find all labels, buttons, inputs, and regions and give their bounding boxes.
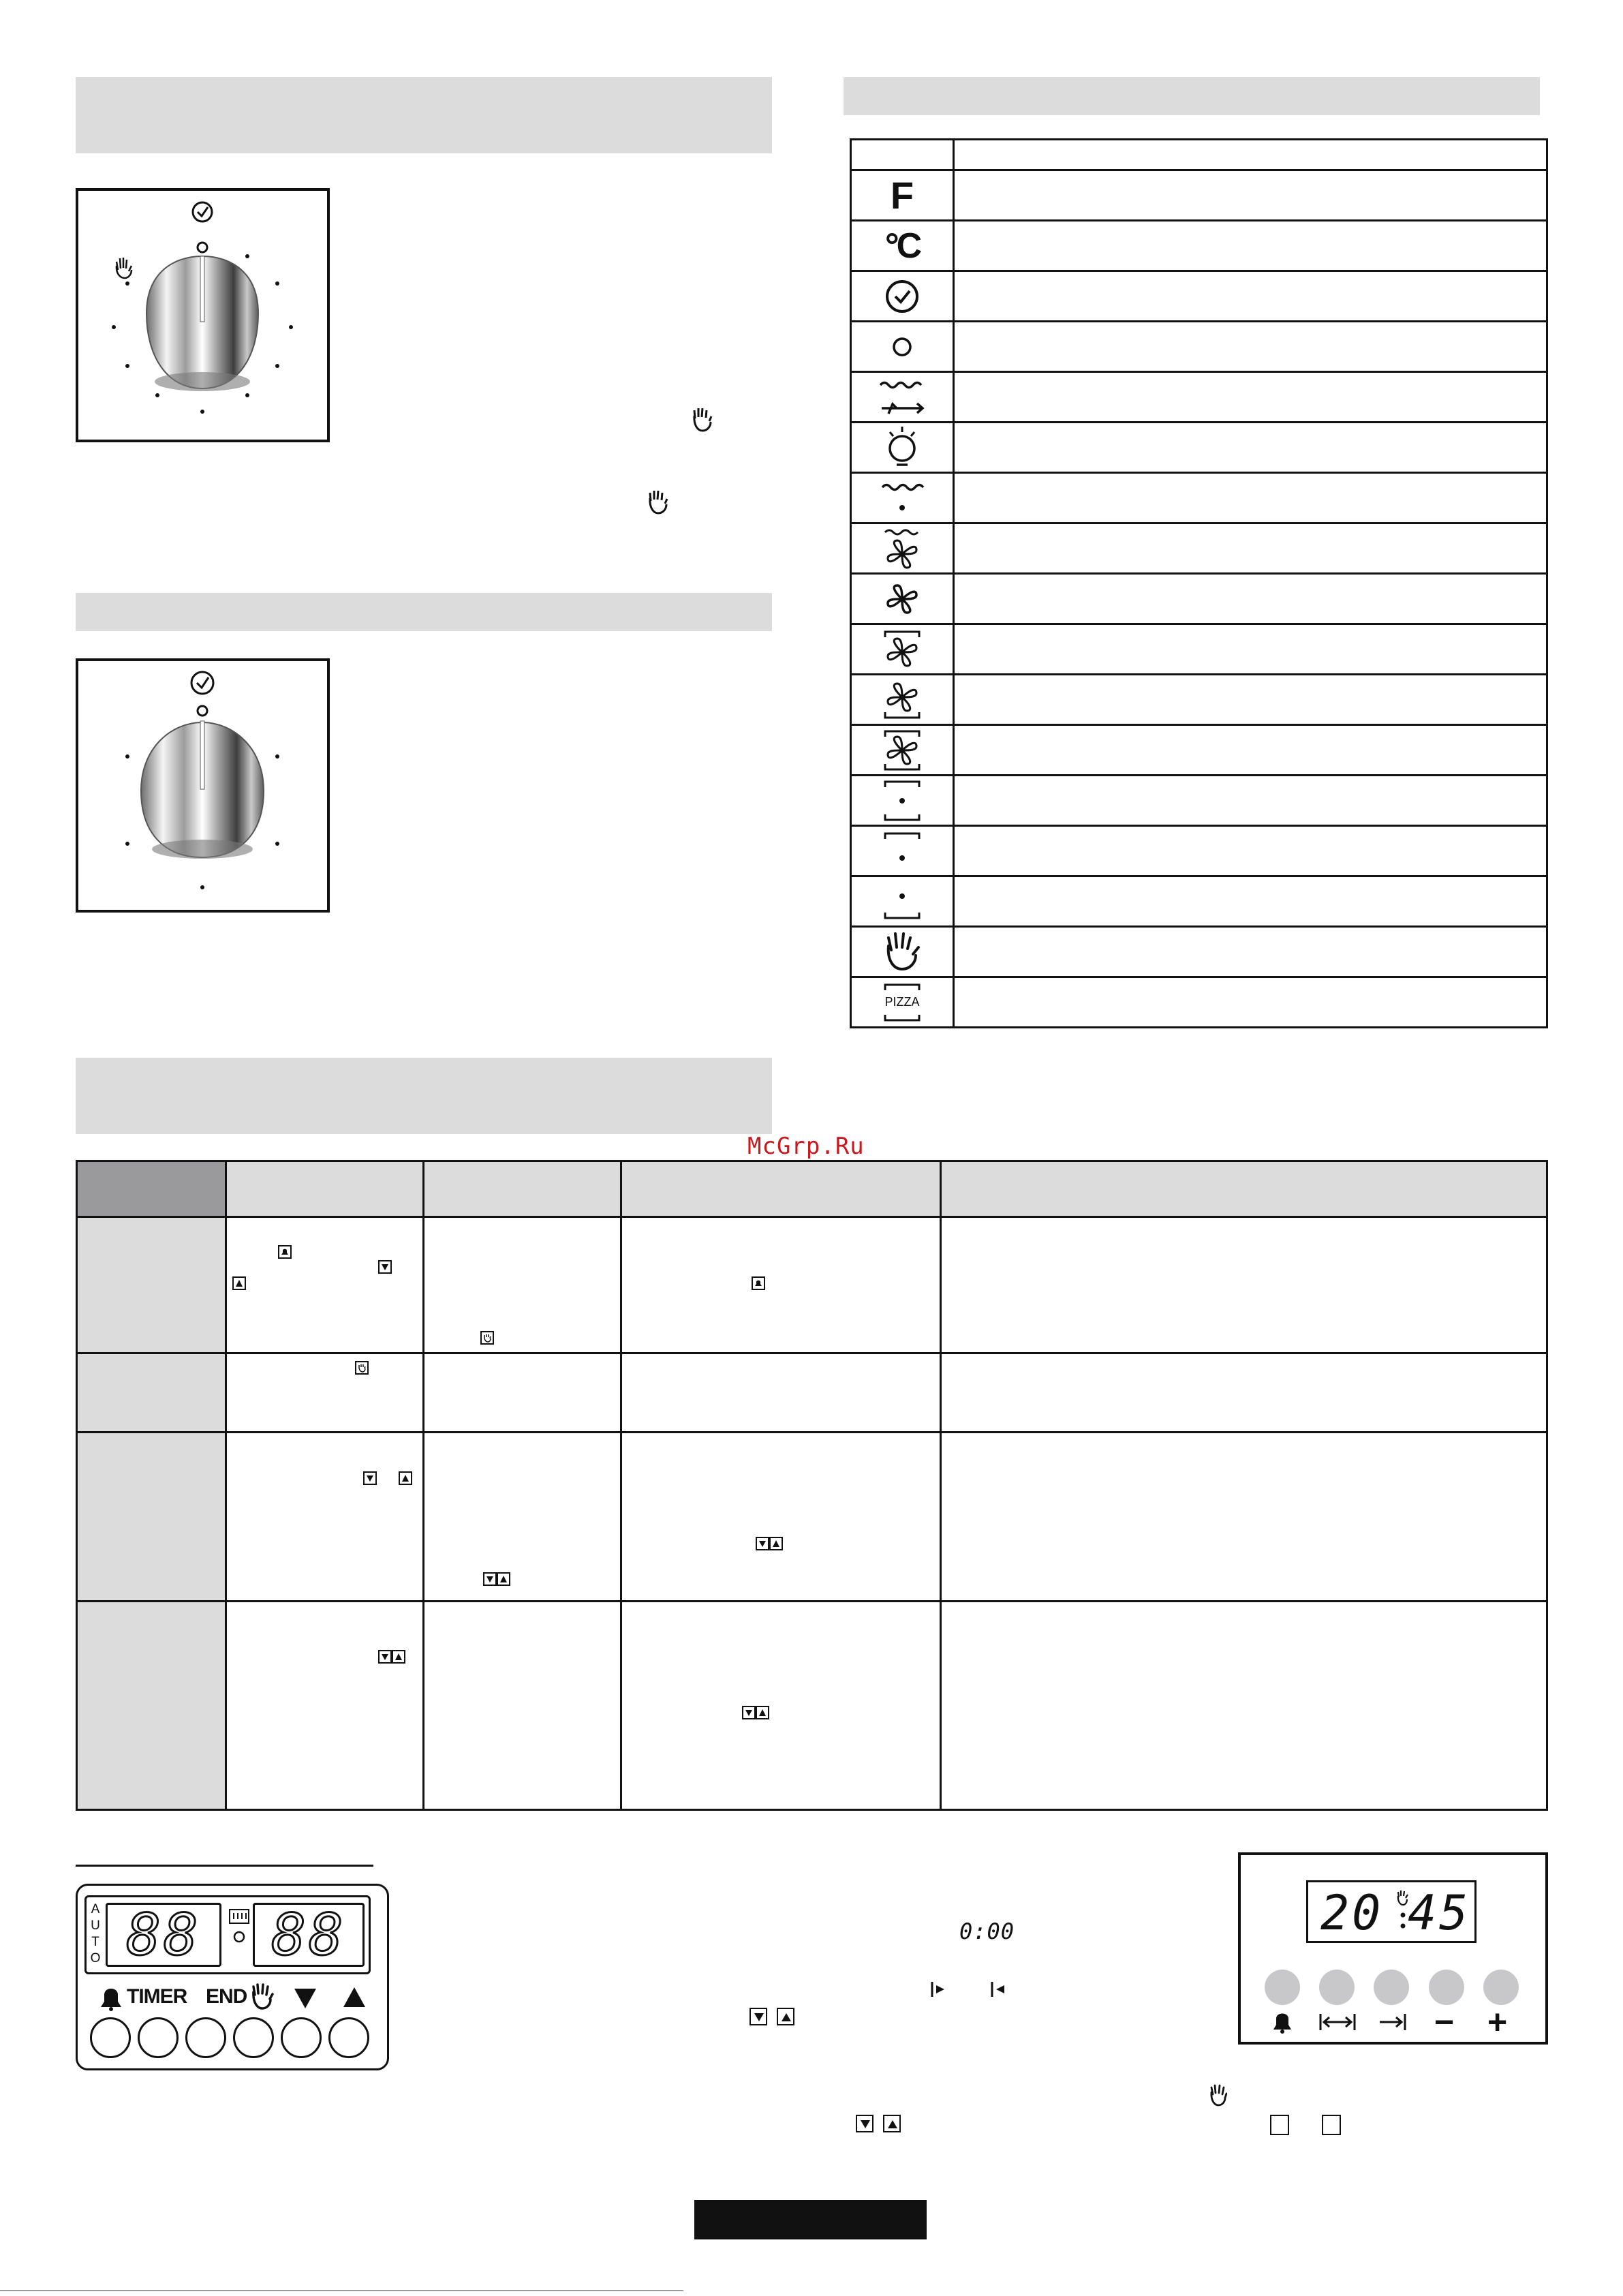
clock-hours: 20 <box>1320 1885 1384 1941</box>
down-button-icon <box>363 1471 377 1485</box>
end-button[interactable] <box>185 2017 226 2058</box>
section-header-band-2 <box>76 593 772 631</box>
oven-light-dot-icon <box>888 333 916 361</box>
symbol-row <box>851 322 1547 372</box>
down-button-icon <box>378 1260 392 1274</box>
symbol-row <box>851 271 1547 322</box>
modes-table-row <box>77 1433 1547 1602</box>
duration-button[interactable] <box>1319 1970 1355 2005</box>
top-heat-icon <box>878 829 926 873</box>
hand-button-icon <box>480 1331 494 1345</box>
oven-cooking-icon <box>227 1907 251 1950</box>
up-button-icon <box>777 2008 794 2025</box>
bottom-heat-icon <box>878 880 926 923</box>
bell-button-icon <box>752 1276 765 1290</box>
electronic-timer-panel <box>76 1884 389 2070</box>
up-triangle-icon <box>342 1985 367 2008</box>
bottom-rule <box>0 2290 683 2291</box>
symbol-row <box>851 624 1547 675</box>
symbol-row <box>851 927 1547 977</box>
digital-clock-panel <box>1238 1852 1548 2045</box>
top-grill-with-spit-icon <box>875 376 929 419</box>
pizza-mode-icon: PIZZA <box>878 982 926 1023</box>
plus-icon: + <box>1487 2003 1508 2041</box>
modes-table-row <box>77 1353 1547 1433</box>
modes-table <box>76 1160 1548 1811</box>
symbol-row <box>851 574 1547 624</box>
plus-button[interactable] <box>1483 1970 1519 2005</box>
symbol-row <box>851 776 1547 826</box>
up-button-icon <box>769 1537 783 1550</box>
symbol-row <box>851 170 1547 221</box>
manual-hand-icon <box>1208 2084 1227 2107</box>
watermark: McGrp.Ru <box>747 1133 865 1160</box>
bell-icon <box>1272 2010 1293 2034</box>
bell-icon <box>99 1985 123 2011</box>
auto-indicator: A U T O <box>90 1902 101 1965</box>
up-button-icon <box>399 1471 412 1485</box>
top-grill-icon <box>878 479 926 517</box>
modes-table-row <box>77 1602 1547 1810</box>
bell-button[interactable] <box>90 2017 131 2058</box>
hand-icon <box>1395 1889 1409 1907</box>
manual-hand-icon <box>690 406 714 433</box>
up-button[interactable] <box>328 2017 369 2058</box>
clock-display <box>1306 1880 1477 1943</box>
down-button-icon <box>378 1650 392 1664</box>
manual-hand-icon <box>645 489 670 516</box>
fan-with-bottom-heat-icon <box>878 678 926 722</box>
down-button-icon <box>483 1572 497 1586</box>
up-button-icon <box>232 1276 246 1290</box>
fan-with-top-bottom-heat-icon <box>878 729 926 772</box>
timer-clock-icon <box>193 202 212 221</box>
colon-icon <box>1400 1910 1406 1930</box>
down-button-icon <box>756 1537 769 1550</box>
end-time-icon <box>1378 2012 1407 2032</box>
symbol-row <box>851 221 1547 271</box>
timer-display <box>84 1895 371 1974</box>
end-time-button[interactable] <box>1374 1970 1409 2005</box>
empty-box-icon <box>1322 2115 1341 2135</box>
section-header-band-3 <box>76 1058 772 1134</box>
timer-knob-panel-1 <box>76 188 330 442</box>
symbol-row <box>851 523 1547 574</box>
down-button-icon <box>749 2008 767 2025</box>
clock-minutes: 45 <box>1408 1885 1471 1941</box>
symbol-table <box>850 138 1548 1028</box>
digit-box-right: 88 <box>253 1903 365 1967</box>
manual-hand-icon <box>882 931 923 973</box>
fan-with-grill-icon <box>878 527 926 570</box>
symbol-row <box>851 725 1547 776</box>
symbol-row <box>851 372 1547 423</box>
up-button-icon <box>756 1706 769 1719</box>
up-button-icon <box>497 1572 510 1586</box>
manual-button[interactable] <box>233 2017 274 2058</box>
timer-clock-icon <box>884 278 921 315</box>
manual-hand-icon <box>117 258 132 278</box>
down-triangle-icon <box>293 1987 318 2010</box>
down-button-icon <box>742 1706 756 1719</box>
modes-table-header <box>77 1161 1547 1217</box>
symbol-row <box>851 423 1547 473</box>
start-time-icon <box>929 1980 947 1999</box>
section-header-band-right <box>844 77 1540 115</box>
section-header-band-1 <box>76 77 772 153</box>
page-number-bar <box>694 2200 927 2239</box>
timer-label: TIMER <box>127 1985 187 2008</box>
celsius-icon: °C <box>884 226 920 266</box>
down-button[interactable] <box>281 2017 322 2058</box>
duration-icon <box>1318 2012 1357 2032</box>
zero-time-display: 0:00 <box>959 1918 1015 1944</box>
fan-with-top-heat-icon <box>878 628 926 671</box>
timer-knob-panel-2 <box>76 658 330 913</box>
end-label: END <box>206 1985 247 2008</box>
up-button-icon <box>392 1650 405 1664</box>
conventional-heat-icon <box>878 779 926 823</box>
minus-button[interactable] <box>1429 1970 1464 2005</box>
separator-line <box>76 1865 373 1867</box>
minus-icon: − <box>1434 2003 1455 2041</box>
symbol-row <box>851 876 1547 927</box>
bell-button[interactable] <box>1265 1970 1300 2005</box>
down-button-icon <box>856 2115 874 2132</box>
modes-table-row <box>77 1217 1547 1353</box>
fahrenheit-icon: F <box>890 174 914 217</box>
hand-button-icon <box>355 1361 369 1375</box>
timer-button[interactable] <box>138 2017 179 2058</box>
fan-icon <box>882 580 923 618</box>
symbol-row <box>851 675 1547 725</box>
timer-clock-icon <box>191 672 213 694</box>
up-button-icon <box>883 2115 901 2132</box>
oven-lamp-icon <box>882 425 923 470</box>
empty-box-icon <box>1270 2115 1289 2135</box>
hand-icon <box>249 1983 274 2011</box>
end-time-icon <box>989 1980 1007 1999</box>
bell-button-icon <box>278 1245 292 1259</box>
symbol-row <box>851 473 1547 523</box>
symbol-row <box>851 826 1547 876</box>
symbol-row <box>851 977 1547 1028</box>
digit-box-left: 88 <box>106 1903 221 1967</box>
